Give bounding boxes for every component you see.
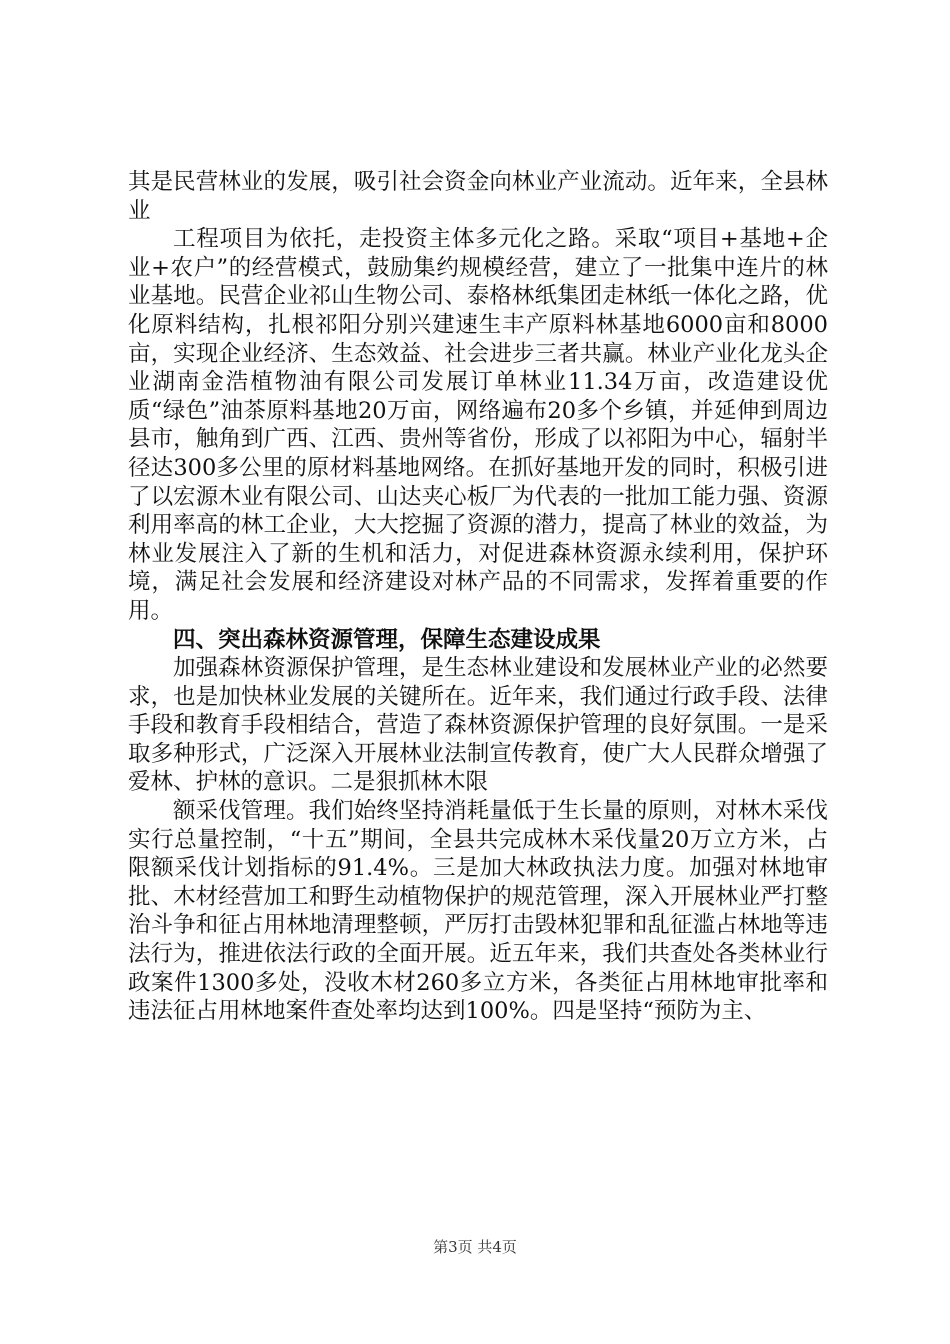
section-heading: 四、突出森林资源管理，保障生态建设成果 — [173, 626, 601, 653]
paragraph: 加强森林资源保护管理，是生态林业建设和发展林业产业的必然要求，也是加快林业发展的关键所在。近年来，我们通过行政手段、法律手段和教育手段相结合，营造了森林资源保护管理的良好氛围。一是采取多种形式，广泛深入开展林业法制宣传教育，使广大人民群众增强了爱林、护林的意识。二是狠抓林木限 — [128, 655, 828, 796]
paragraph: 工程项目为依托，走投资主体多元化之路。采取“项目+基地+企业+农户”的经营模式，鼓励集约规模经营，建立了一批集中连片的林业基地。民营企业祁山生物公司、泰格林纸集团走林纸一体化之路，优化原料结构，扎根祁阳分别兴建速生丰产原料林基地6000亩和8000亩，实现企业经济、生态效益、社会进步三者共赢。林业产业化龙头企业湖南金浩植物油有限公司发展订单林业11.34万亩，改造建设优质“绿色”油茶原料基地20万亩，网络遍布20多个乡镇，并延伸到周边县市，触角到广西、江西、贵州等省份，形成了以祁阳为中心，辐射半径达300多公里的原材料基地网络。在抓好基地开发的同时，积极引进了以宏源木业有限公司、山达夹心板厂为代表的一批加工能力强、资源利用率高的林工企业，大大挖掘了资源的潜力，提高了林业的效益，为林业发展注入了新的生机和活力，对促进森林资源永续利用，保护环境，满足社会发展和经济建设对林产品的不同需求，发挥着重要的作用。 — [128, 226, 828, 624]
page-footer: 第3页 共4页 — [433, 1238, 517, 1256]
paragraph: 额采伐管理。我们始终坚持消耗量低于生长量的原则，对林木采伐实行总量控制，“十五”期间，全县共完成林木采伐量20万立方米，占限额采伐计划指标的91.4%。三是加大林政执法力度。加强对林地审批、木材经营加工和野生动植物保护的规范管理，深入开展林业严打整治斗争和征占用林地清理整顿，严厉打击毁林犯罪和乱征滥占林地等违法行为，推进依法行政的全面开展。近五年来，我们共查处各类林业行政案件1300多处，没收木材260多立方米，各类征占用林地审批率和违法征占用林地案件查处率均达到100%。四是坚持“预防为主、 — [128, 798, 828, 1025]
document-body — [128, 168, 828, 1026]
paragraph: 其是民营林业的发展，吸引社会资金向林业产业流动。近年来，全县林业 — [128, 169, 828, 224]
